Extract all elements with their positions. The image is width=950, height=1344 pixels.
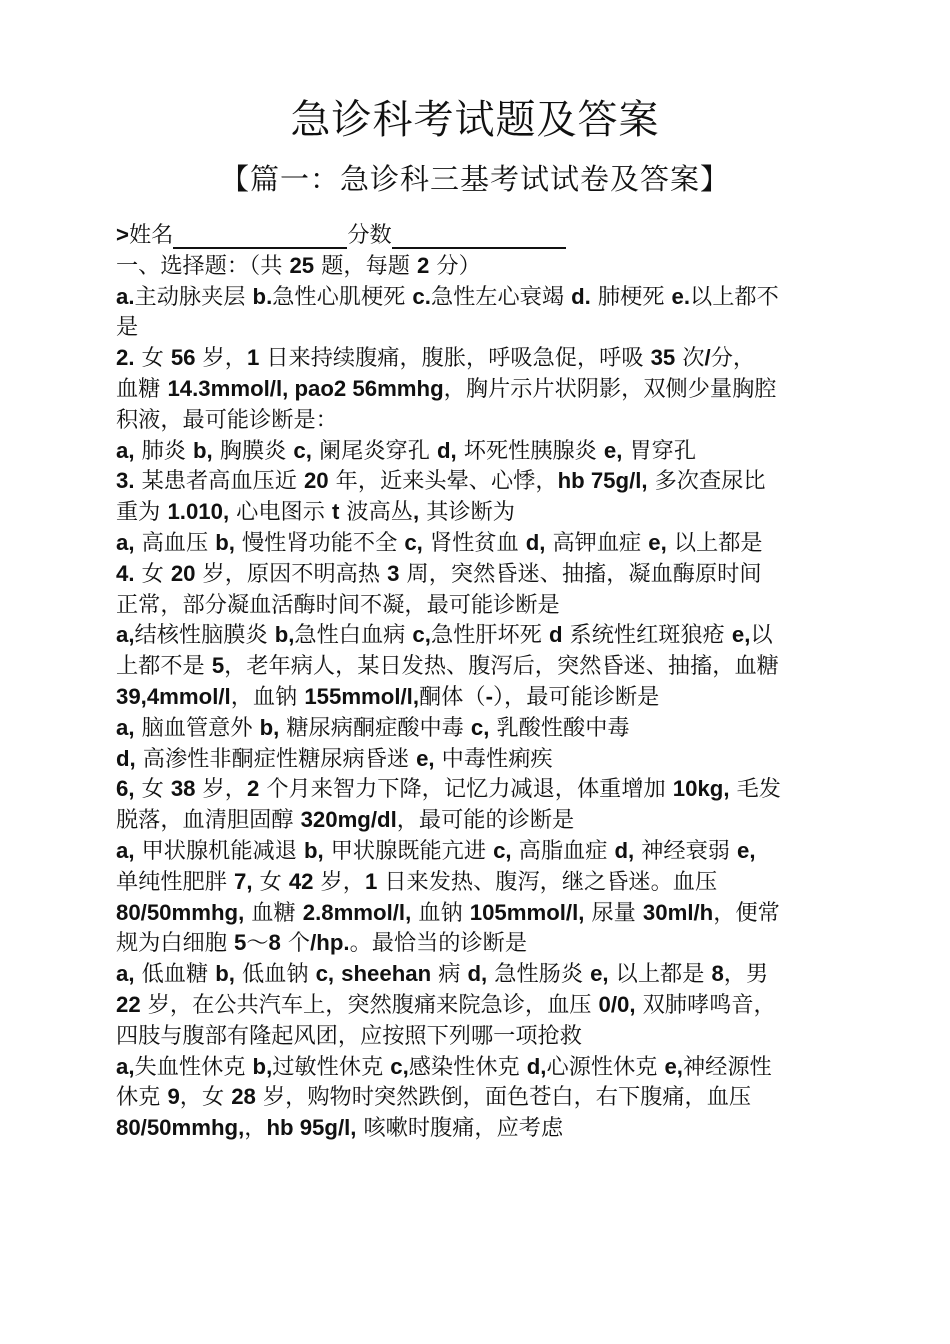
bold-text-run: c, xyxy=(412,622,431,648)
text-run: 岁， xyxy=(195,776,247,803)
text-line xyxy=(116,713,838,744)
text-line xyxy=(116,898,838,929)
text-run: ，男 xyxy=(723,961,769,988)
bold-text-run: 9 xyxy=(167,1084,180,1110)
text-run: 女 xyxy=(134,776,171,803)
bold-text-run: d xyxy=(548,622,563,648)
text-run: 低血糖 xyxy=(134,961,216,988)
text-run: 岁， xyxy=(195,345,247,372)
bold-text-run: 25 xyxy=(289,252,315,278)
bold-text-run: a, xyxy=(116,622,135,648)
bold-text-run: sheehan xyxy=(341,961,432,987)
text-run: 分） xyxy=(429,252,481,279)
bold-text-run: c. xyxy=(412,283,431,309)
bold-text-run: c, xyxy=(293,437,312,463)
bold-text-run: 320mg/dl xyxy=(300,807,397,833)
text-line xyxy=(116,928,838,959)
text-run: ，女 xyxy=(179,1084,232,1111)
text-run: 系统性红斑狼疮 xyxy=(562,622,732,649)
bold-text-run: c, xyxy=(390,1053,409,1079)
bold-text-run: 80/50mmhg, xyxy=(116,899,245,925)
text-run: ，血钠 xyxy=(230,683,305,710)
bold-text-run: a, xyxy=(116,529,135,555)
bold-text-run: 3. xyxy=(116,468,135,494)
bold-text-run: a, xyxy=(116,961,135,987)
bold-text-run: 35 xyxy=(650,345,676,371)
bold-text-run: 42 xyxy=(288,868,314,894)
bold-text-run: a, xyxy=(116,437,135,463)
text-run: 个 xyxy=(280,930,311,957)
bold-text-run: 30ml/h xyxy=(642,899,714,925)
text-line xyxy=(116,1082,838,1113)
text-run: 分， xyxy=(710,345,756,372)
text-line xyxy=(116,559,838,590)
text-run: 女 xyxy=(252,868,289,895)
text-line xyxy=(116,867,838,898)
text-run: 肺炎 xyxy=(134,437,193,464)
text-run: 坏死性胰腺炎 xyxy=(456,437,604,464)
text-line xyxy=(116,220,838,251)
bold-text-run: b. xyxy=(252,283,273,309)
text-line xyxy=(116,590,838,621)
text-run: 急性心肌梗死 xyxy=(272,283,413,310)
text-run: 结核性脑膜炎 xyxy=(134,622,275,649)
text-run: 胸膜炎 xyxy=(212,437,294,464)
text-line xyxy=(116,405,838,436)
text-run: 积液，最可能诊断是： xyxy=(116,406,338,433)
text-run: 肾性贫血 xyxy=(422,529,526,556)
text-line xyxy=(116,682,838,713)
text-line xyxy=(116,1113,838,1144)
text-run: 岁，购物时突然跌倒，面色苍白，右下腹痛，血压 xyxy=(255,1084,752,1111)
text-run: 高渗性非酮症性糖尿病昏迷 xyxy=(135,745,417,772)
text-run: 血糖 xyxy=(116,375,168,402)
text-line xyxy=(116,744,838,775)
bold-text-run: a, xyxy=(116,714,135,740)
bold-text-run: 39,4mmol/l xyxy=(116,683,231,709)
text-run: ，最可能的诊断是 xyxy=(396,807,575,834)
text-line xyxy=(116,343,838,374)
text-run: 高血压 xyxy=(134,529,216,556)
text-run: ～ xyxy=(246,930,269,957)
bold-text-run: > xyxy=(116,222,129,247)
text-line xyxy=(116,436,838,467)
text-line xyxy=(116,774,838,805)
bold-text-run: b, xyxy=(303,837,324,863)
bold-text-run: 10kg, xyxy=(672,776,730,802)
text-run: 乳酸性酸中毒 xyxy=(489,714,630,741)
bold-text-run: 4. xyxy=(116,560,135,586)
text-run: 以 xyxy=(750,622,773,649)
bold-text-run: 8 xyxy=(711,961,724,987)
text-run: 周，突然昏迷、抽搐，凝血酶原时间 xyxy=(399,560,762,587)
text-line xyxy=(116,836,838,867)
text-run: 以上都不 xyxy=(690,283,779,310)
bold-text-run: d, xyxy=(116,745,136,771)
bold-text-run: 5 xyxy=(234,930,247,956)
text-run: 休克 xyxy=(116,1084,168,1111)
bold-text-run: 28 xyxy=(231,1084,256,1110)
bold-text-run: d. xyxy=(571,283,591,309)
text-run: 急性左心衰竭 xyxy=(430,283,572,310)
bold-text-run: 6, xyxy=(116,776,135,802)
bold-text-run: a. xyxy=(116,283,135,309)
bold-text-run: 2. xyxy=(116,345,135,371)
text-line xyxy=(116,282,838,313)
bold-text-run: 2.8mmol/l, xyxy=(302,899,412,925)
text-run: 一、选择题：（共 xyxy=(116,252,290,279)
text-run: 四肢与腹部有隆起风团，应按照下列哪一项抢救 xyxy=(116,1022,582,1049)
text-run: 女 xyxy=(134,345,171,372)
text-run: 重为 xyxy=(116,499,168,526)
bold-text-run: e. xyxy=(671,283,691,309)
text-run: 感染性休克 xyxy=(408,1053,527,1080)
text-run: 毛发 xyxy=(729,776,781,803)
text-line xyxy=(116,312,838,343)
text-run: 多次查尿比 xyxy=(647,468,766,495)
text-run: 心电图示 xyxy=(229,499,332,526)
bold-text-run: t xyxy=(331,499,340,525)
text-run: 病 xyxy=(431,961,468,988)
text-line xyxy=(116,1052,838,1083)
bold-text-run: b, xyxy=(215,529,235,555)
text-run: 分数 xyxy=(347,222,392,248)
text-run: 姓名 xyxy=(128,222,174,248)
bold-text-run: e, xyxy=(590,961,609,987)
bold-text-run: 8 xyxy=(268,930,281,956)
text-run: 神经衰弱 xyxy=(634,837,738,864)
bold-text-run: e, xyxy=(603,437,623,463)
text-run: 肺梗死 xyxy=(590,283,672,310)
bold-text-run: 38 xyxy=(170,776,196,802)
bold-text-run: c, xyxy=(404,529,423,555)
bold-text-run: 3 xyxy=(387,560,400,586)
document-subtitle: 【篇一：急诊科三基考试试卷及答案】 xyxy=(219,162,730,196)
text-run: 甲状腺既能亢进 xyxy=(323,837,494,864)
bold-text-run: 56 xyxy=(170,345,196,371)
bold-text-run: /hp. xyxy=(310,930,350,956)
document-title: 急诊科考试题及答案 xyxy=(290,97,660,143)
bold-text-run: d, xyxy=(436,437,457,463)
text-run: ，老年病人，某日发热、腹泻后，突然昏迷、抽搐，血糖 xyxy=(224,653,779,680)
text-run: 尿量 xyxy=(584,899,643,926)
text-line xyxy=(116,466,838,497)
text-run: 急性肠炎 xyxy=(487,961,591,988)
text-run: 慢性肾功能不全 xyxy=(234,529,405,556)
text-run: 正常，部分凝血活酶时间不凝，最可能诊断是 xyxy=(116,591,560,618)
text-run: 主动脉夹层 xyxy=(134,283,253,310)
bold-text-run: 2 xyxy=(417,252,430,278)
text-line xyxy=(116,251,838,282)
text-line xyxy=(116,1021,838,1052)
bold-text-run: hb 75g/l, xyxy=(557,468,648,494)
text-run: 咳嗽时腹痛，应考虑 xyxy=(356,1115,564,1142)
bold-text-run: c, xyxy=(315,961,335,987)
bold-text-run: hb 95g/l, xyxy=(266,1115,357,1141)
text-line xyxy=(116,528,838,559)
bold-text-run: - xyxy=(485,683,493,709)
text-run: 日来持续腹痛，腹胀，呼吸急促，呼吸 xyxy=(259,345,651,372)
text-run: 中毒性痢疾 xyxy=(434,745,553,772)
text-run: 单纯性肥胖 xyxy=(116,868,234,895)
text-run: 规为白细胞 xyxy=(116,930,234,957)
bold-text-run: a, xyxy=(116,837,135,863)
text-run: 其诊断为 xyxy=(419,499,515,526)
text-run: ，便常 xyxy=(713,899,780,926)
text-line xyxy=(116,620,838,651)
bold-text-run: b, xyxy=(252,1053,273,1079)
text-line xyxy=(116,805,838,836)
text-run: 上都不是 xyxy=(116,653,212,680)
bold-text-run: 22 xyxy=(116,991,141,1017)
bold-text-run: b, xyxy=(274,622,295,648)
text-run: ，胸片示片状阴影，双侧少量胸腔 xyxy=(443,375,777,402)
bold-text-run: , xyxy=(413,499,420,525)
text-run: 日来发热、腹泻，继之昏迷。血压 xyxy=(377,868,718,895)
text-run: 血糖 xyxy=(244,899,303,926)
bold-text-run: / xyxy=(704,345,711,371)
blank-underline xyxy=(392,221,566,249)
bold-text-run: c, xyxy=(493,837,512,863)
text-run: 脱落，血清胆固醇 xyxy=(116,807,301,834)
bold-text-run: 1 xyxy=(246,345,260,371)
bold-text-run: a, xyxy=(116,1053,135,1079)
text-run: 是 xyxy=(116,314,139,341)
text-run: 过敏性休克 xyxy=(272,1053,391,1080)
text-run: 甲状腺机能减退 xyxy=(134,837,304,864)
bold-text-run: d, xyxy=(525,529,546,555)
bold-text-run: 20 xyxy=(303,468,329,494)
text-line xyxy=(116,651,838,682)
text-line xyxy=(116,959,838,990)
bold-text-run: c, xyxy=(470,714,490,740)
bold-text-run: 0/0, xyxy=(598,991,636,1017)
text-run: 胃穿孔 xyxy=(622,437,697,464)
text-run: 以上都是 xyxy=(666,529,763,556)
text-run: 岁， xyxy=(313,868,365,895)
bold-text-run: d, xyxy=(614,837,635,863)
bold-text-run: 7, xyxy=(234,868,253,894)
text-run: 糖尿病酮症酸中毒 xyxy=(279,714,471,741)
text-run: 岁，原因不明高热 xyxy=(195,560,388,587)
bold-text-run: b, xyxy=(193,437,213,463)
bold-text-run: 20 xyxy=(170,560,196,586)
text-line xyxy=(116,374,838,405)
text-run: ， xyxy=(244,1115,267,1142)
text-run: 血钠 xyxy=(411,899,470,926)
bold-text-run: e, xyxy=(664,1053,683,1079)
text-run: 急性白血病 xyxy=(294,622,413,649)
text-run: 题，每题 xyxy=(314,252,417,279)
bold-text-run: e, xyxy=(737,837,756,863)
text-run: 脑血管意外 xyxy=(134,714,260,741)
text-run: 年，近来头晕、心悸， xyxy=(328,468,558,495)
text-run: 高钾血症 xyxy=(545,529,649,556)
bold-text-run: 2 xyxy=(246,776,260,802)
text-run: 失血性休克 xyxy=(134,1053,253,1080)
text-run: 次 xyxy=(675,345,705,372)
bold-text-run: 14.3mmol/l, pao2 56mmhg xyxy=(167,375,444,401)
bold-text-run: b, xyxy=(259,714,280,740)
text-run: 低血钠 xyxy=(234,961,316,988)
bold-text-run: e, xyxy=(416,745,435,771)
text-line xyxy=(116,990,838,1021)
bold-text-run: d, xyxy=(467,961,488,987)
text-run: 女 xyxy=(134,560,171,587)
bold-text-run: e, xyxy=(648,529,667,555)
blank-underline xyxy=(173,221,347,249)
bold-text-run: 155mmol/l, xyxy=(304,683,419,709)
bold-text-run: e, xyxy=(731,622,751,648)
bold-text-run: 80/50mmhg, xyxy=(116,1115,245,1141)
text-run: 急性肝坏死 xyxy=(430,622,549,649)
text-run: 心源性休克 xyxy=(546,1053,665,1080)
bold-text-run: 5 xyxy=(211,653,225,679)
text-run: ），最可能诊断是 xyxy=(492,683,660,710)
text-run: 。最恰当的诊断是 xyxy=(349,930,528,957)
text-run: 神经源性 xyxy=(682,1053,772,1080)
document-body xyxy=(116,220,838,1144)
text-run: 以上都是 xyxy=(608,961,712,988)
bold-text-run: 105mmol/l, xyxy=(469,899,585,925)
text-run: 阑尾炎穿孔 xyxy=(311,437,437,464)
text-run: 双肺哮鸣音， xyxy=(635,991,776,1018)
bold-text-run: b, xyxy=(215,961,235,987)
text-line xyxy=(116,497,838,528)
text-run: 某患者高血压近 xyxy=(134,468,304,495)
text-run: 岁，在公共汽车上，突然腹痛来院急诊，血压 xyxy=(140,991,599,1018)
bold-text-run: 1.010, xyxy=(167,499,230,525)
text-run: 波高丛 xyxy=(339,499,413,526)
text-run: 酮体（ xyxy=(419,683,486,710)
bold-text-run: d, xyxy=(526,1053,547,1079)
bold-text-run: 1 xyxy=(364,868,378,894)
text-run: 个月来智力下降，记忆力减退，体重增加 xyxy=(259,776,673,803)
text-run: 高脂血症 xyxy=(511,837,615,864)
